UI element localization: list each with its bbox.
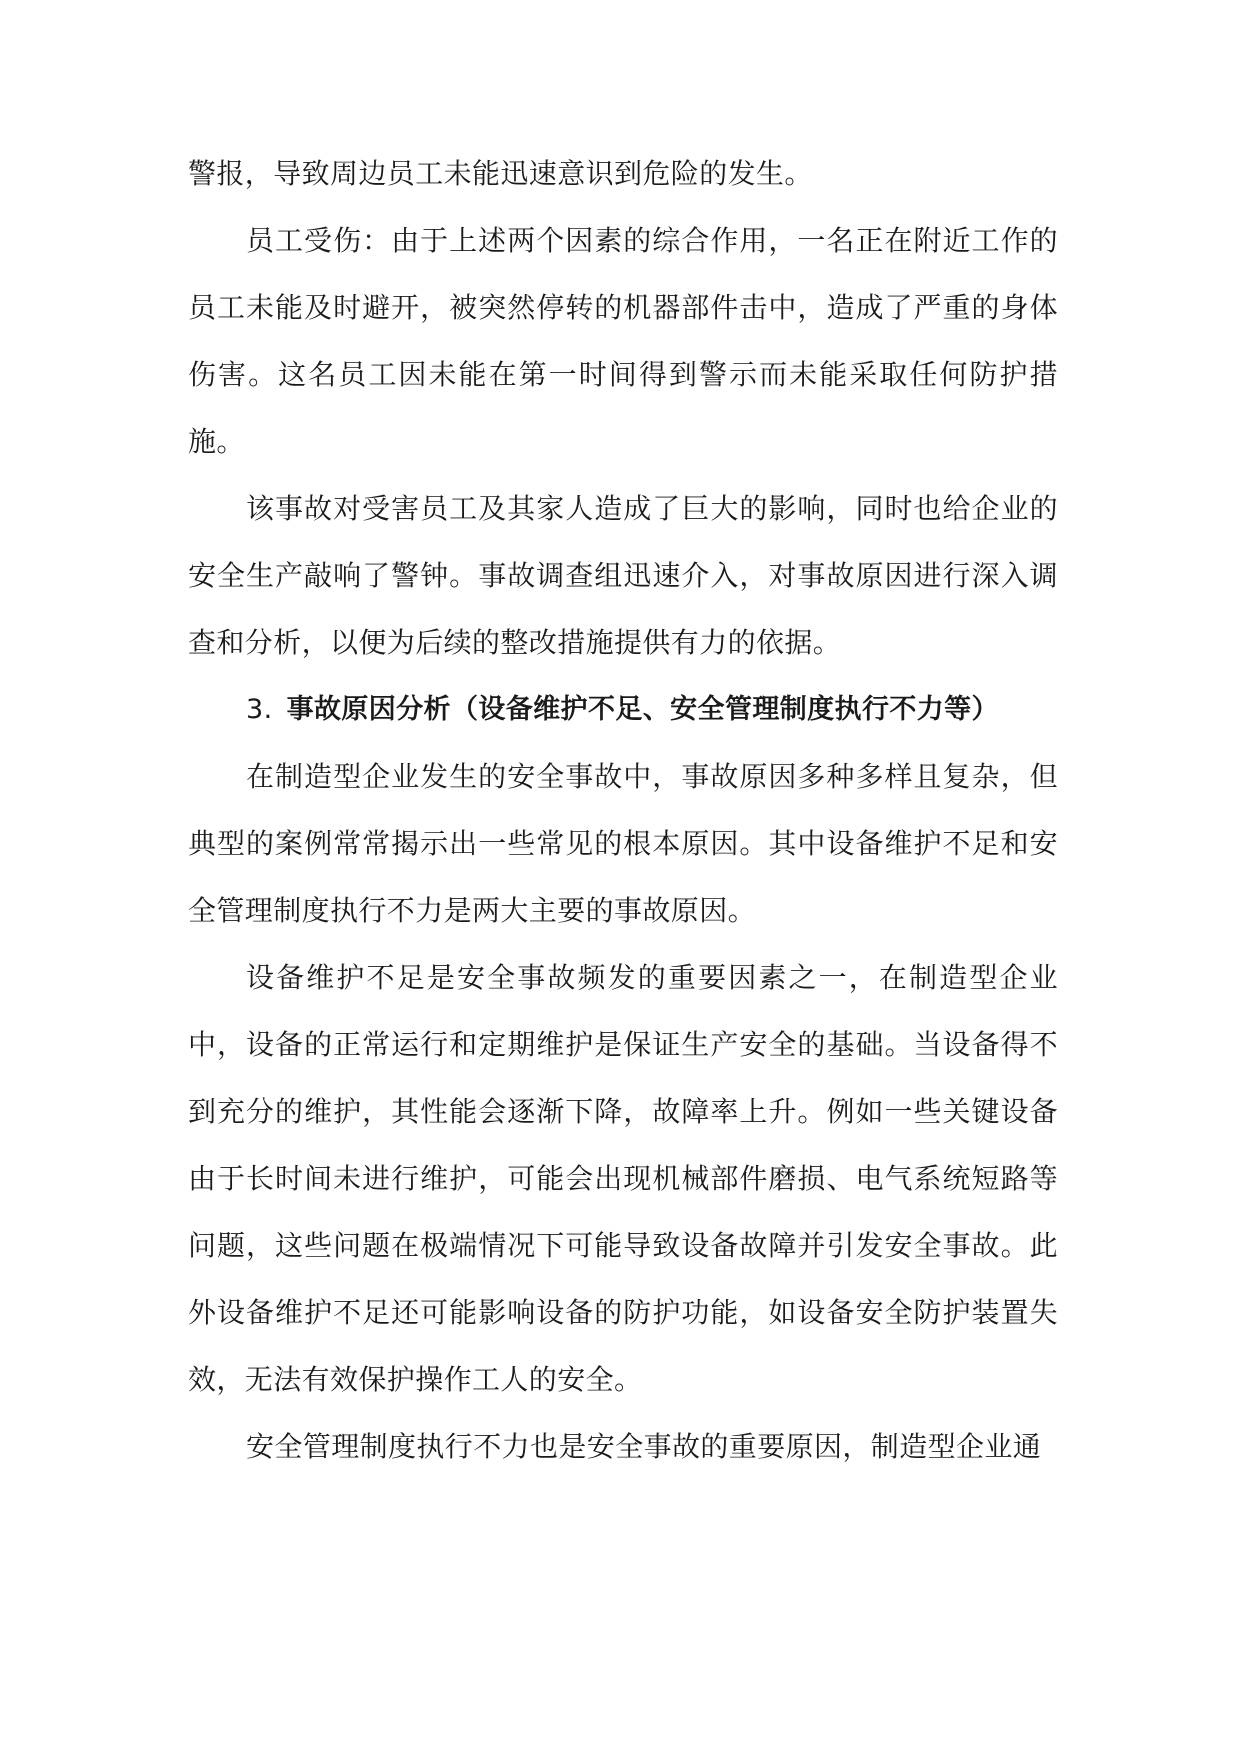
section-number: 3. — [246, 694, 273, 725]
document-body — [188, 140, 1058, 1480]
paragraph-safety-management: 安全管理制度执行不力也是安全事故的重要原因，制造型企业通 — [246, 1430, 1042, 1463]
paragraph-accident-impact: 该事故对受害员工及其家人造成了巨大的影响，同时也给企业的安全生产敲响了警钟。事故调查组迅速介入，对事故原因进行深入调查和分析，以便为后续的整改措施提供有力的依据。 — [188, 492, 1058, 659]
paragraph-continuation-alarm: 警报，导致周边员工未能迅速意识到危险的发生。 — [188, 157, 813, 190]
paragraph-employee-injury: 员工受伤：由于上述两个因素的综合作用，一名正在附近工作的员工未能及时避开，被突然停转的机器部件击中，造成了严重的身体伤害。这名员工因未能在第一时间得到警示而未能采取任何防护措施。 — [188, 224, 1058, 458]
paragraph-cause-overview: 在制造型企业发生的安全事故中，事故原因多种多样且复杂，但典型的案例常常揭示出一些常见的根本原因。其中设备维护不足和安全管理制度执行不力是两大主要的事故原因。 — [188, 760, 1058, 927]
section-heading — [188, 676, 1058, 743]
paragraph-equipment-maintenance: 设备维护不足是安全事故频发的重要因素之一，在制造型企业中，设备的正常运行和定期维护是保证生产安全的基础。当设备得不到充分的维护，其性能会逐渐下降，故障率上升。例如一些关键设备由于长时间未进行维护，可能会出现机械部件磨损、电气系统短路等问题，这些问题在极端情况下可能导致设备故障并引发安全事故。此外设备维护不足还可能影响设备的防护功能，如设备安全防护装置失效，无法有效保护操作工人的安全。 — [188, 961, 1058, 1396]
section-title: 事故原因分析（设备维护不足、安全管理制度执行不力等） — [286, 694, 999, 725]
